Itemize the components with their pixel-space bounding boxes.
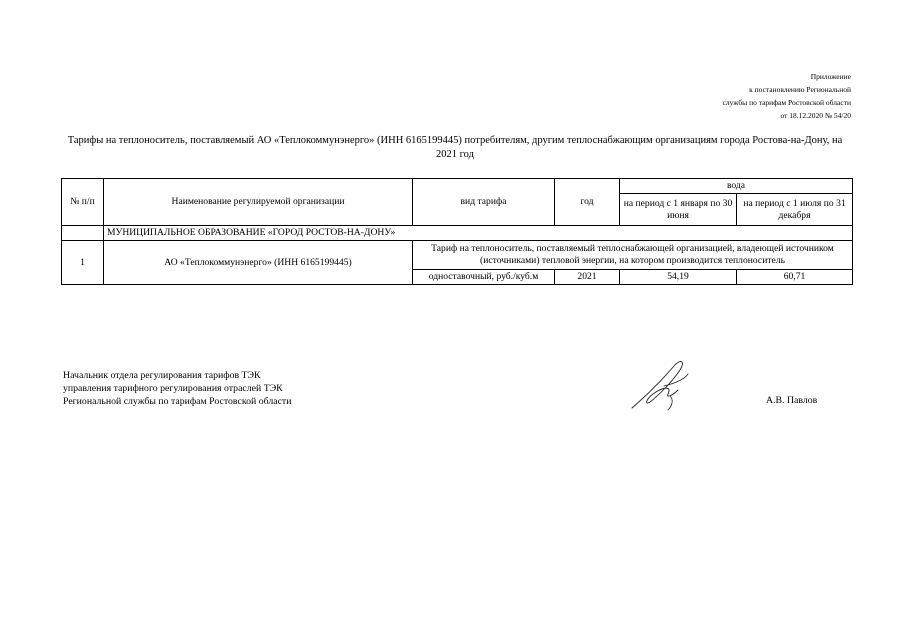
handwritten-signature: [628, 356, 708, 416]
header-water-group: вода: [620, 179, 853, 194]
row-value-period-2: 60,71: [737, 270, 853, 285]
tariff-table: [61, 178, 853, 285]
appendix-line: от 18.12.2020 № 54/20: [780, 111, 851, 120]
signer-name: А.В. Павлов: [766, 395, 818, 406]
municipality-row: МУНИЦИПАЛЬНОЕ ОБРАЗОВАНИЕ «ГОРОД РОСТОВ-НА-ДОНУ»: [104, 226, 853, 241]
signer-line: Начальник отдела регулирования тарифов ТЭК: [63, 370, 261, 381]
document-title: Тарифы на теплоноситель, поставляемый АО «Теплокоммунэнерго» (ИНН 6165199445) потребителям, другим теплоснабжающим организациям города Ростова-на-Дону, на 2021 год: [67, 135, 843, 160]
row-tariff-type: одноставочный, руб./куб.м: [413, 270, 555, 285]
header-year: год: [555, 179, 620, 226]
empty-cell: [62, 226, 104, 241]
header-period-1: на период с 1 января по 30 июня: [620, 194, 737, 226]
header-number: № п/п: [62, 179, 104, 226]
appendix-line: службы по тарифам Ростовской области: [722, 98, 851, 107]
header-period-2: на период с 1 июля по 31 декабря: [737, 194, 853, 226]
header-tariff-type: вид тарифа: [413, 179, 555, 226]
signer-block: [63, 369, 291, 408]
row-organization: АО «Теплокоммунэнерго» (ИНН 6165199445): [104, 241, 413, 285]
row-value-period-1: 54,19: [620, 270, 737, 285]
row-description: Тариф на теплоноситель, поставляемый теплоснабжающей организацией, владеющей источником (источниками) тепловой энергии, на котором производится теплоноситель: [413, 241, 853, 270]
appendix-line: к постановлению Региональной: [749, 85, 851, 94]
signer-line: управления тарифного регулирования отраслей ТЭК: [63, 383, 283, 394]
row-year: 2021: [555, 270, 620, 285]
header-organization: Наименование регулируемой организации: [104, 179, 413, 226]
appendix-header: [723, 70, 851, 122]
appendix-line: Приложение: [810, 72, 851, 81]
signer-line: Региональной службы по тарифам Ростовской области: [63, 396, 292, 407]
row-number: 1: [62, 241, 104, 285]
